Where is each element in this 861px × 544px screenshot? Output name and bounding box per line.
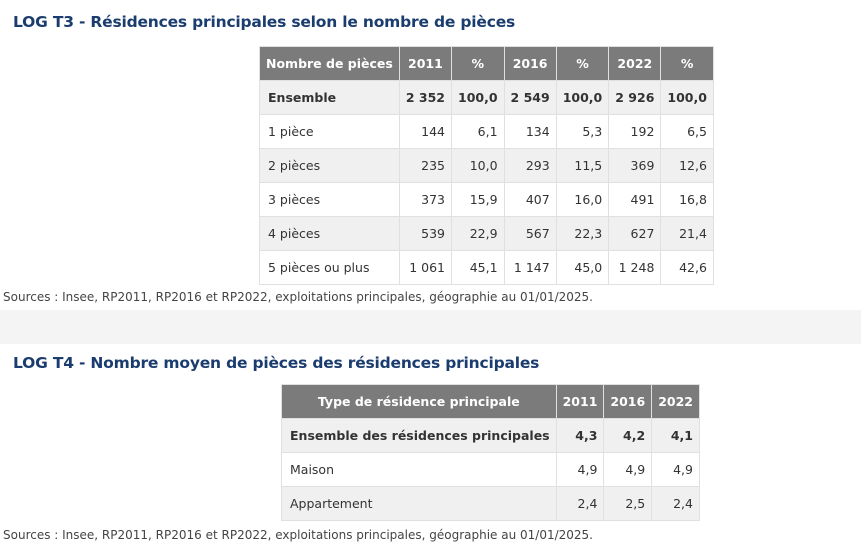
- column-header: %: [452, 47, 505, 81]
- log-t4-table: [281, 384, 700, 521]
- cell-value: 2 926: [609, 81, 661, 115]
- column-header: 2022: [609, 47, 661, 81]
- cell-value: 2 352: [399, 81, 451, 115]
- cell-value: 4,9: [652, 453, 700, 487]
- cell-value: 42,6: [661, 251, 714, 285]
- column-header: 2011: [399, 47, 451, 81]
- log-t4-section: [0, 344, 861, 544]
- cell-value: 6,1: [452, 115, 505, 149]
- cell-value: 2,4: [652, 487, 700, 521]
- cell-value: 2,4: [556, 487, 604, 521]
- cell-value: 45,0: [556, 251, 609, 285]
- column-header: 2016: [504, 47, 556, 81]
- cell-value: 4,3: [556, 419, 604, 453]
- table-row: [282, 419, 700, 453]
- cell-value: 11,5: [556, 149, 609, 183]
- log-t4-title: LOG T4 - Nombre moyen de pièces des résidences principales: [13, 354, 540, 372]
- cell-value: 100,0: [661, 81, 714, 115]
- row-label: Ensemble des résidences principales: [282, 419, 557, 453]
- cell-value: 10,0: [452, 149, 505, 183]
- cell-value: 22,9: [452, 217, 505, 251]
- log-t3-source: Sources : Insee, RP2011, RP2016 et RP2022, exploitations principales, géographie au 01/01/2025.: [3, 290, 593, 304]
- cell-value: 45,1: [452, 251, 505, 285]
- cell-value: 1 248: [609, 251, 661, 285]
- row-label: 1 pièce: [260, 115, 400, 149]
- cell-value: 1 061: [399, 251, 451, 285]
- table-row: [260, 217, 714, 251]
- cell-value: 2,5: [604, 487, 652, 521]
- row-label: 2 pièces: [260, 149, 400, 183]
- column-header: 2022: [652, 385, 700, 419]
- cell-value: 192: [609, 115, 661, 149]
- row-label: 3 pièces: [260, 183, 400, 217]
- cell-value: 627: [609, 217, 661, 251]
- table-row: [260, 251, 714, 285]
- log-t3-table: [259, 46, 714, 285]
- cell-value: 4,2: [604, 419, 652, 453]
- row-label: 5 pièces ou plus: [260, 251, 400, 285]
- column-header: 2016: [604, 385, 652, 419]
- cell-value: 407: [504, 183, 556, 217]
- cell-value: 539: [399, 217, 451, 251]
- cell-value: 2 549: [504, 81, 556, 115]
- cell-value: 373: [399, 183, 451, 217]
- cell-value: 567: [504, 217, 556, 251]
- row-label: Ensemble: [260, 81, 400, 115]
- column-header: %: [556, 47, 609, 81]
- log-t4-source: Sources : Insee, RP2011, RP2016 et RP2022, exploitations principales, géographie au 01/01/2025.: [3, 528, 593, 542]
- cell-value: 235: [399, 149, 451, 183]
- table-row: [260, 149, 714, 183]
- row-label: Maison: [282, 453, 557, 487]
- row-label: 4 pièces: [260, 217, 400, 251]
- table-header-row: [260, 47, 714, 81]
- table-row: [260, 81, 714, 115]
- row-label: Appartement: [282, 487, 557, 521]
- log-t3-title: LOG T3 - Résidences principales selon le nombre de pièces: [13, 13, 516, 31]
- table-row: [260, 115, 714, 149]
- cell-value: 16,8: [661, 183, 714, 217]
- cell-value: 100,0: [556, 81, 609, 115]
- cell-value: 6,5: [661, 115, 714, 149]
- section-separator: [0, 310, 861, 344]
- cell-value: 369: [609, 149, 661, 183]
- cell-value: 4,9: [604, 453, 652, 487]
- table-row: [282, 487, 700, 521]
- cell-value: 15,9: [452, 183, 505, 217]
- cell-value: 4,1: [652, 419, 700, 453]
- cell-value: 1 147: [504, 251, 556, 285]
- cell-value: 491: [609, 183, 661, 217]
- cell-value: 4,9: [556, 453, 604, 487]
- cell-value: 134: [504, 115, 556, 149]
- cell-value: 12,6: [661, 149, 714, 183]
- cell-value: 293: [504, 149, 556, 183]
- column-header: 2011: [556, 385, 604, 419]
- cell-value: 5,3: [556, 115, 609, 149]
- cell-value: 16,0: [556, 183, 609, 217]
- cell-value: 22,3: [556, 217, 609, 251]
- table-header-row: [282, 385, 700, 419]
- table-row: [282, 453, 700, 487]
- column-header: %: [661, 47, 714, 81]
- cell-value: 100,0: [452, 81, 505, 115]
- cell-value: 144: [399, 115, 451, 149]
- cell-value: 21,4: [661, 217, 714, 251]
- table-row: [260, 183, 714, 217]
- column-header: Nombre de pièces: [260, 47, 400, 81]
- column-header: Type de résidence principale: [282, 385, 557, 419]
